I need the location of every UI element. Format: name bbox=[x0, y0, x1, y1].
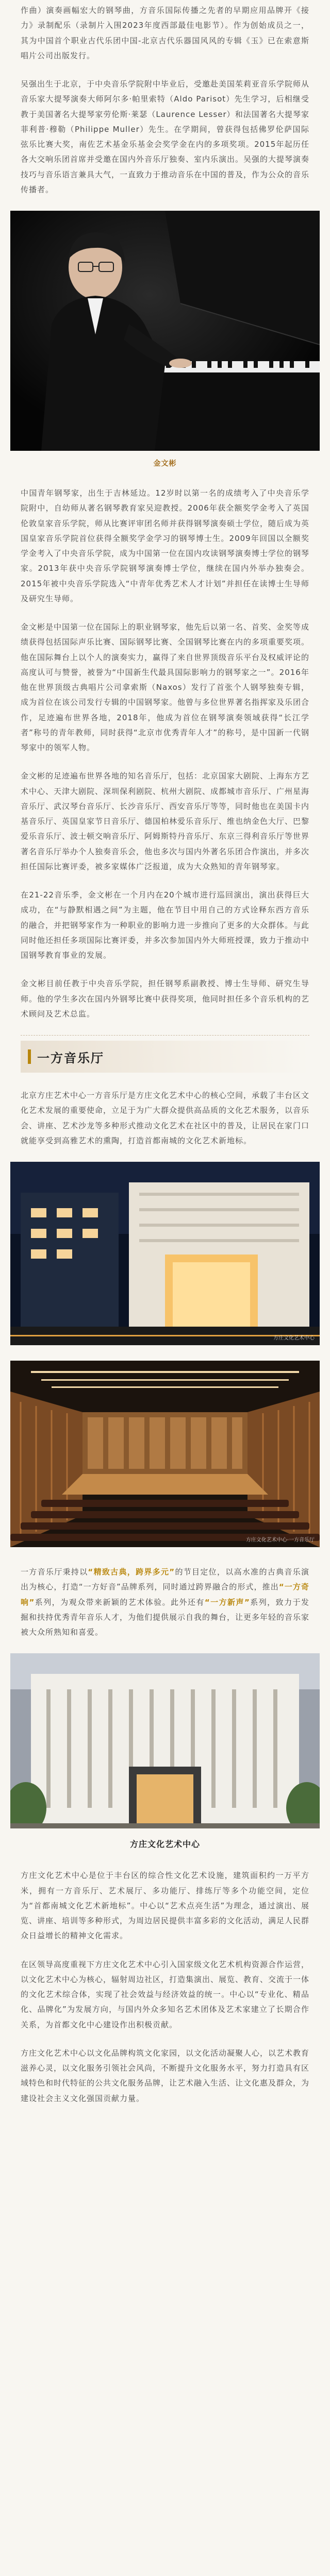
bio-section bbox=[21, 486, 309, 1022]
photo2-credit: 方庄文化艺术中心 bbox=[273, 1335, 315, 1341]
hall-p2-mid: 的节目定位，以高水准的古典音乐演出为核心，打造“一方好音”品牌系列，同时通过跨界融合的形式，推出 bbox=[21, 1567, 309, 1592]
facade-photo bbox=[10, 1653, 320, 1828]
bio-paragraph-5: 金文彬目前任教于中央音乐学院，担任钢琴系副教授、博士生导师、研究生导师。他的学生多次在国内外钢琴比赛中获得奖项，他同时担任多个音乐机构的艺术顾问及艺术总监。 bbox=[21, 979, 310, 1019]
hall-p2-highlight-1: “精致古典，跨界多元” bbox=[88, 1567, 175, 1577]
section-divider bbox=[21, 1035, 309, 1036]
intro-section bbox=[21, 0, 309, 197]
section-title: 一方音乐厅 bbox=[37, 1051, 104, 1065]
hall-section-2 bbox=[21, 1565, 309, 1640]
hall-p2-pre: 一方音乐厅秉持以 bbox=[21, 1567, 88, 1577]
hall-paragraph-4: 在区领导高度重视下方庄文化艺术中心引入国家级文化艺术机构资源合作运营，以文化艺术中心为核心，辐射周边社区，打造集演出、展览、教育、交流于一体的文化艺术综合体，实现了社会效益与经济效益的统一。中心以“专业化、精品化、品牌化”为发展方向，与国内外众多知名艺术团体及艺术家建立了长期合作关系，为首都文化中心建设作出积极贡献。 bbox=[21, 1959, 310, 2029]
facade-icon bbox=[10, 1653, 320, 1828]
bio-paragraph-4: 在21-22音乐季，金文彬在一个月内在20个城市进行巡回演出，演出获得巨大成功，在“与静默相遇之间”为主题，他在节目中用自己的方式诠释东西方音乐的融合，并把钢琴家作为一种职业的影响力进一步推向了更多的大众群体。与此同时他还担任多项国际比赛评委，并多次参加国内外大师班授课，致力于推动中国钢琴教育事业的发展。 bbox=[21, 890, 310, 960]
building-night-icon bbox=[10, 1162, 320, 1345]
hall-p2-highlight-3: “一方新声” bbox=[204, 1597, 250, 1607]
hall-paragraph-1: 北京方庄艺术中心一方音乐厅是方庄文化艺术中心的核心空间，承载了丰台区文化艺术发展的重要使命，立足于为广大群众提供高品质的文化艺术服务，以音乐会、讲座、艺术沙龙等多种形式推动文化艺术在社区中的普及，让居民在家门口就能享受到高雅艺术的熏陶，打造首都南城的文化艺术新地标。 bbox=[21, 1091, 310, 1145]
pianist-caption: 金文彬 bbox=[153, 460, 177, 468]
section-marker-icon bbox=[28, 1049, 31, 1064]
hall-p2-mid2: 系列，为观众带来新颖的艺术体验。此外还有 bbox=[35, 1597, 205, 1607]
intro-paragraph-1: 作曲）演奏画幅宏大的钢琴曲，方音乐国际传播之先者的早期应用品牌开《接力》录制配乐（录制片入围2023年度西部最佳电影节）。作为创始成员之一，其为中国首个职业古代乐团中国-北京古代乐器国风风的专辑《玉》已在索意斯唱片公司出版发行。 bbox=[21, 6, 309, 60]
building-night-photo bbox=[10, 1162, 320, 1345]
pianist-photo-icon bbox=[10, 211, 320, 451]
hall-section bbox=[21, 1088, 309, 1148]
hall-paragraph-3: 方庄文化艺术中心是位于丰台区的综合性文化艺术设施，建筑面积约一万平方米，拥有一方音乐厅、艺术展厅、多功能厅、排练厅等多个功能空间，定位为“首都南城文化艺术新地标”。中心以“艺术点亮生活”为理念，通过演出、展览、讲座、培训等多种形式，为周边居民提供丰富多彩的文化活动，满足人民群众日益增长的精神文化需求。 bbox=[21, 1871, 310, 1941]
pianist-photo bbox=[10, 211, 320, 451]
hall-paragraph-5: 方庄文化艺术中心以文化品牌构筑文化家园，以文化活动凝聚人心，以艺术教育滋养心灵，以文化服务引领社会风尚，不断提升文化服务水平，努力打造具有区域特色和时代特征的公共文化服务品牌，让艺术融入生活、让文化惠及群众，为建设社会主义文化强国贡献力量。 bbox=[21, 2048, 310, 2103]
photo3-credit: 方庄文化艺术中心·一方音乐厅 bbox=[245, 1537, 315, 1543]
hall-p2-highlight-2: “一方奇响” bbox=[21, 1582, 310, 1607]
bio-paragraph-3: 金文彬的足迹遍布世界各地的知名音乐厅，包括：北京国家大剧院、上海东方艺术中心、天津大剧院、深圳保利剧院、杭州大剧院、成都城市音乐厅、广州星海音乐厅、武汉琴台音乐厅、长沙音乐厅、西安音乐厅等等，同时他也在美国卡内基音乐厅、英国皇家节日音乐厅、德国柏林爱乐音乐厅、维也纳金色大厅、巴黎爱乐音乐厅、波士顿交响音乐厅、阿姆斯特丹音乐厅、东京三得利音乐厅等世界著名音乐厅举办个人独奏音乐会，他也多次与国内外著名乐团合作演出，并多次担任国际比赛评委，被多家媒体广泛报道，成为大众熟知的青年钢琴家。 bbox=[21, 771, 310, 871]
hall-section-3 bbox=[21, 1868, 309, 2106]
hall-paragraph-2 bbox=[21, 1565, 309, 1640]
section-header bbox=[21, 1041, 309, 1073]
intro-paragraph-2: 吴强出生于北京，于中央音乐学院附中毕业后，受邀赴美国茱莉亚音乐学院师从音乐家大提琴演奏大师阿尔多·帕里索特（Aldo Parisot）先生学习，后相继受教于美国著名大提琴家劳伦斯·莱瑟（Laurence Lesser）和法国著名大提琴家菲利普·穆勒（Philippe Muller）先生。在学期间，曾获得包括佛罗伦萨国际弦乐比赛大奖，南佐艺术基金乐基金会奖学金在内的多项奖项。2015年起历任各大交响乐团首席并受邀在国内外音乐厅独奏、室内乐演出。吴强的大提琴演奏技巧与音乐语言兼具大气，一直致力于推动音乐在中国的普及，作为公众的音乐传播者。 bbox=[21, 79, 310, 194]
concert-hall-photo bbox=[10, 1361, 320, 1547]
bio-paragraph-1: 中国青年钢琴家，出生于吉林延边。12岁时以第一名的成绩考入了中央音乐学院附中，自幼师从著名钢琴教育家吴迎教授。2006年获全额奖学金考入了英国伦敦皇家音乐学院，师从比赛评审团名师并获得钢琴演奏硕士学位，随后成为英国皇家音乐学院首位获得全额奖学金学习的钢琴博士生。2009年回国以全额奖学金考入了中央音乐学院，成为中国第一位在国内攻读钢琴演奏博士学位的钢琴家。2013年获中央音乐学院钢琴演奏博士学位，继续在国内外举办独奏会。2015年被中央音乐学院选入“中青年优秀艺术人才计划”并担任在读博士生导师及研究生导师。 bbox=[21, 488, 310, 603]
bio-paragraph-2: 金文彬是中国第一位在国际上的职业钢琴家，他先后以第一名、首奖、金奖等成绩获得包括国际声乐比赛、国际钢琴比赛、全国钢琴比赛在内的多项重要奖项。他在国际舞台上以个人的演奏实力，赢得了来自世界顶级音乐平台及权威评论的高度认可与赞誉，被誉为“中国新生代最具国际影响力的钢琴家之一”。2016年他在世界顶级古典唱片公司拿索斯（Naxos）发行了首张个人钢琴独奏专辑，成为首位在该公司发行专辑的中国钢琴家。他曾与多位世界著名指挥家及乐团合作，足迹遍布世界各地，2018年，他成为首位在钢琴演奏领域获得“长江学者”称号的青年教师，同时获得“北京市优秀青年人才”的称号，是中国新一代钢琴家中的领军人物。 bbox=[21, 622, 310, 752]
concert-hall-icon bbox=[10, 1361, 320, 1547]
hall-p2-post: 系列，致力于发掘和扶持优秀青年音乐人才，为他们提供展示自我的舞台，让更多年轻的音乐家被大众所熟知和喜爱。 bbox=[21, 1597, 310, 1637]
facade-caption: 方庄文化艺术中心 bbox=[129, 1839, 200, 1850]
